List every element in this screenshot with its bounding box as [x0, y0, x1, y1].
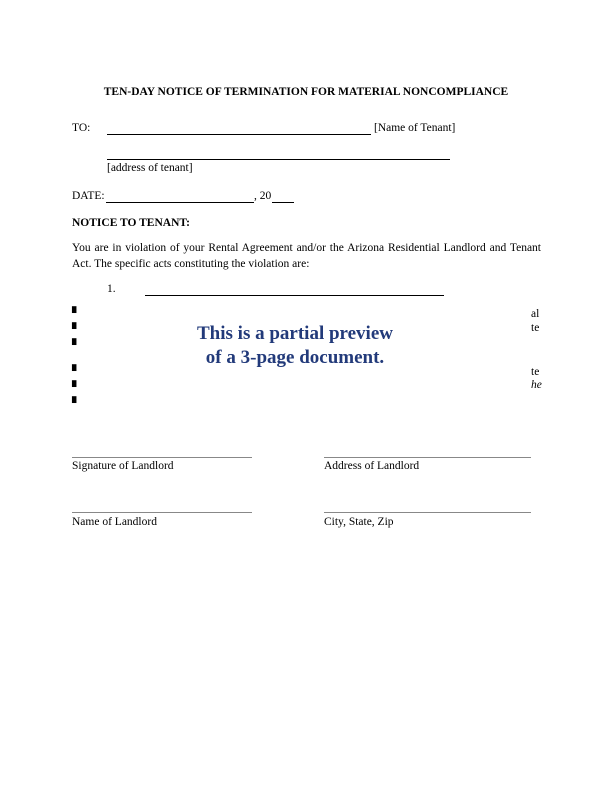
notice-heading: NOTICE TO TENANT:	[72, 217, 191, 229]
item-blank	[145, 295, 444, 296]
signature-of-landlord-label: Signature of Landlord	[72, 460, 174, 472]
partial-text-fragment: he	[531, 379, 542, 391]
partial-text-fragment: ▘	[72, 308, 81, 320]
preview-overlay-line1: This is a partial preview	[197, 323, 393, 344]
violation-paragraph: You are in violation of your Rental Agreement and/or the Arizona Residential Landlord and Tenant Act. The specific acts constituting the violation are:	[72, 242, 541, 270]
name-of-landlord-label: Name of Landlord	[72, 516, 157, 528]
to-label: TO:	[72, 122, 91, 134]
address-of-landlord-label: Address of Landlord	[324, 460, 420, 472]
date-blank	[106, 202, 254, 203]
date-year-text: , 20	[254, 190, 272, 202]
date-label: DATE:	[72, 190, 105, 202]
city-state-zip-line	[324, 512, 531, 513]
document-title: TEN-DAY NOTICE OF TERMINATION FOR MATERIAL NONCOMPLIANCE	[103, 86, 509, 98]
partial-text-fragment: ▘	[72, 324, 81, 336]
partial-text-fragment: al	[531, 308, 540, 320]
partial-text-fragment: te	[531, 322, 540, 334]
signature-line	[72, 457, 252, 458]
partial-text-fragment: ▘	[72, 382, 81, 394]
year-blank	[272, 202, 294, 203]
tenant-name-label: [Name of Tenant]	[374, 122, 456, 134]
tenant-address-blank	[107, 159, 450, 160]
preview-overlay-line2: of a 3-page document.	[205, 347, 385, 368]
partial-text-fragment: te	[531, 366, 540, 378]
partial-text-fragment: ▘	[72, 366, 81, 378]
tenant-address-label: [address of tenant]	[107, 162, 193, 174]
tenant-name-blank	[107, 134, 371, 135]
partial-preview-overlay	[165, 322, 425, 370]
partial-text-fragment: ▘	[72, 398, 81, 410]
city-state-zip-label: City, State, Zip	[324, 516, 394, 528]
name-line	[72, 512, 252, 513]
item-number: 1.	[107, 283, 116, 295]
address-line	[324, 457, 531, 458]
partial-text-fragment: ▘	[72, 340, 81, 352]
